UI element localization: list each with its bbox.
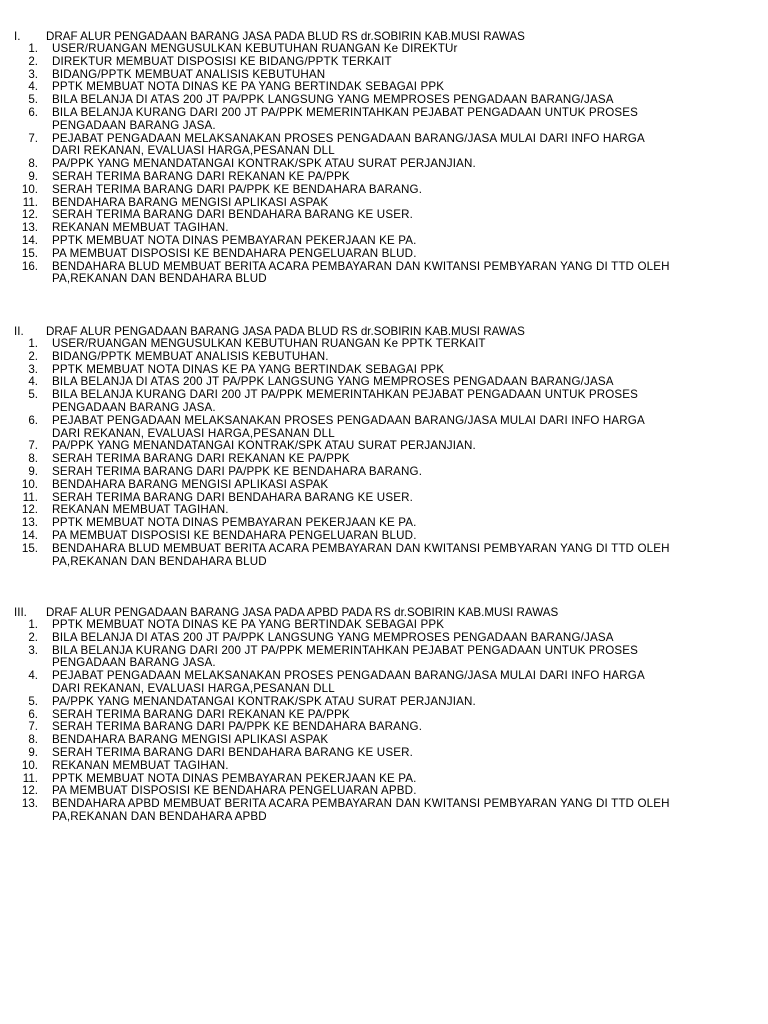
list-item — [14, 619, 754, 632]
step-number: 7. — [28, 131, 38, 145]
list-item — [14, 261, 754, 287]
step-text: BENDAHARA APBD MEMBUAT BERITA ACARA PEMBAYARAN DAN KWITANSI PEMBYARAN YANG DI TTD OLEH PA,REKANAN DAN BENDAHARA APBD — [52, 797, 670, 823]
step-text: REKANAN MEMBUAT TAGIHAN. — [52, 758, 229, 772]
step-number: 8. — [28, 157, 38, 171]
step-number: 5. — [28, 388, 38, 402]
step-text: PEJABAT PENGADAAN MELAKSANAKAN PROSES PENGADAAN BARANG/JASA MULAI DARI INFO HARGA DARI REKANAN, EVALUASI HARGA,PESANAN DLL — [52, 131, 645, 158]
list-item — [14, 530, 754, 543]
step-number: 16. — [21, 259, 38, 273]
list-item — [14, 56, 754, 69]
step-number: 3. — [28, 643, 38, 657]
step-number: 14. — [21, 233, 38, 247]
step-number: 7. — [28, 439, 38, 453]
step-number: 5. — [28, 93, 38, 107]
list-item — [14, 479, 754, 492]
list-item — [14, 696, 754, 709]
step-text: PPTK MEMBUAT NOTA DINAS PEMBAYARAN PEKERJAAN KE PA. — [52, 516, 417, 530]
list-item — [14, 43, 754, 56]
step-number: 4. — [28, 80, 38, 94]
step-number: 11. — [22, 195, 38, 209]
step-text: SERAH TERIMA BARANG DARI REKANAN KE PA/PPK — [52, 707, 350, 721]
step-text: PPTK MEMBUAT NOTA DINAS PEMBAYARAN PEKERJAAN KE PA. — [52, 771, 417, 785]
list-item — [14, 670, 754, 696]
step-text: BIDANG/PPTK MEMBUAT ANALISIS KEBUTUHAN. — [52, 349, 329, 363]
step-text: BILA BELANJA DI ATAS 200 JT PA/PPK LANGSUNG YANG MEMPROSES PENGADAAN BARANG/JASA — [52, 630, 614, 644]
step-text: BENDAHARA BLUD MEMBUAT BERITA ACARA PEMBAYARAN DAN KWITANSI PEMBYARAN YANG DI TTD OLEH PA,REKANAN DAN BENDAHARA BLUD — [52, 541, 670, 568]
step-number: 1. — [28, 618, 38, 631]
step-number: 12. — [21, 208, 38, 222]
list-item — [14, 248, 754, 261]
step-number: 2. — [28, 349, 38, 363]
step-text: PA/PPK YANG MENANDATANGAI KONTRAK/SPK ATAU SURAT PERJANJIAN. — [52, 157, 476, 171]
step-text: PA MEMBUAT DISPOSISI KE BENDAHARA PENGELUARAN BLUD. — [52, 528, 417, 542]
step-number: 13. — [21, 797, 38, 811]
step-text: SERAH TERIMA BARANG DARI REKANAN KE PA/PPK — [52, 452, 350, 466]
step-number: 1. — [28, 42, 38, 55]
procedure-section-1 — [14, 30, 754, 286]
step-text: PPTK MEMBUAT NOTA DINAS KE PA YANG BERTINDAK SEBAGAI PPK — [52, 80, 445, 94]
step-text: SERAH TERIMA BARANG DARI BENDAHARA BARANG KE USER. — [52, 745, 413, 759]
list-item — [14, 798, 754, 824]
step-number: 9. — [28, 745, 38, 759]
procedure-section-3 — [14, 606, 754, 824]
step-number: 7. — [28, 720, 38, 734]
section-numeral: I. — [14, 30, 21, 43]
step-number: 4. — [28, 669, 38, 683]
step-text: BENDAHARA BARANG MENGISI APLIKASI ASPAK — [52, 195, 329, 209]
step-number: 3. — [28, 67, 38, 81]
step-text: USER/RUANGAN MENGUSULKAN KEBUTUHAN RUANGAN Ke DIREKTUr — [52, 42, 458, 55]
step-text: SERAH TERIMA BARANG DARI REKANAN KE PA/PPK — [52, 169, 350, 183]
step-number: 12. — [21, 784, 38, 798]
step-text: BILA BELANJA DI ATAS 200 JT PA/PPK LANGSUNG YANG MEMPROSES PENGADAAN BARANG/JASA — [52, 375, 614, 389]
procedure-step-list — [14, 43, 754, 286]
step-text: PEJABAT PENGADAAN MELAKSANAKAN PROSES PENGADAAN BARANG/JASA MULAI DARI INFO HARGA DARI REKANAN, EVALUASI HARGA,PESANAN DLL — [52, 669, 645, 695]
step-number: 15. — [21, 246, 38, 260]
list-item — [14, 747, 754, 760]
list-item — [14, 632, 754, 645]
step-number: 6. — [28, 105, 38, 119]
list-item — [14, 351, 754, 364]
step-number: 13. — [21, 516, 38, 530]
step-text: BIDANG/PPTK MEMBUAT ANALISIS KEBUTUHAN — [52, 67, 326, 81]
step-number: 4. — [28, 375, 38, 389]
step-text: PA MEMBUAT DISPOSISI KE BENDAHARA PENGELUARAN BLUD. — [52, 246, 417, 260]
procedure-step-list — [14, 619, 754, 824]
step-number: 10. — [21, 182, 38, 196]
step-text: BENDAHARA BARANG MENGISI APLIKASI ASPAK — [52, 477, 329, 491]
step-number: 15. — [21, 541, 38, 555]
list-item — [14, 760, 754, 773]
step-number: 11. — [22, 490, 38, 504]
step-number: 10. — [21, 758, 38, 772]
list-item — [14, 133, 754, 159]
list-item — [14, 543, 754, 569]
step-number: 6. — [28, 707, 38, 721]
step-text: BILA BELANJA KURANG DARI 200 JT PA/PPK MEMERINTAHKAN PEJABAT PENGADAAN UNTUK PROSES PENGADAAN BARANG JASA. — [52, 643, 639, 670]
step-text: SERAH TERIMA BARANG DARI BENDAHARA BARANG KE USER. — [52, 208, 413, 222]
section-title: DRAF ALUR PENGADAAN BARANG JASA PADA APBD PADA RS dr.SOBIRIN KAB.MUSI RAWAS — [46, 606, 559, 619]
section-numeral: II. — [14, 325, 24, 338]
step-text: PA/PPK YANG MENANDATANGAI KONTRAK/SPK ATAU SURAT PERJANJIAN. — [52, 694, 476, 708]
step-number: 9. — [28, 169, 38, 183]
procedure-section-2 — [14, 325, 754, 568]
step-text: PEJABAT PENGADAAN MELAKSANAKAN PROSES PENGADAAN BARANG/JASA MULAI DARI INFO HARGA DARI REKANAN, EVALUASI HARGA,PESANAN DLL — [52, 413, 645, 440]
step-text: REKANAN MEMBUAT TAGIHAN. — [52, 221, 229, 235]
list-item — [14, 184, 754, 197]
step-text: SERAH TERIMA BARANG DARI PA/PPK KE BENDAHARA BARANG. — [52, 182, 423, 196]
step-text: PPTK MEMBUAT NOTA DINAS PEMBAYARAN PEKERJAAN KE PA. — [52, 233, 417, 247]
step-text: BILA BELANJA KURANG DARI 200 JT PA/PPK MEMERINTAHKAN PEJABAT PENGADAAN UNTUK PROSES PENGADAAN BARANG JASA. — [52, 388, 639, 414]
step-text: SERAH TERIMA BARANG DARI PA/PPK KE BENDAHARA BARANG. — [52, 720, 423, 734]
step-number: 2. — [28, 54, 38, 68]
list-item — [14, 645, 754, 671]
step-number: 2. — [28, 630, 38, 644]
step-text: PPTK MEMBUAT NOTA DINAS KE PA YANG BERTINDAK SEBAGAI PPK — [52, 362, 445, 376]
step-text: PPTK MEMBUAT NOTA DINAS KE PA YANG BERTINDAK SEBAGAI PPK — [52, 618, 445, 631]
step-text: DIREKTUR MEMBUAT DISPOSISI KE BIDANG/PPTK TERKAIT — [52, 54, 392, 68]
step-number: 12. — [21, 503, 38, 517]
step-text: PA MEMBUAT DISPOSISI KE BENDAHARA PENGELUARAN APBD. — [52, 784, 417, 798]
step-text: USER/RUANGAN MENGUSULKAN KEBUTUHAN RUANGAN Ke PPTK TERKAIT — [52, 337, 486, 350]
section-title: DRAF ALUR PENGADAAN BARANG JASA PADA BLUD RS dr.SOBIRIN KAB.MUSI RAWAS — [46, 30, 525, 43]
step-text: BILA BELANJA DI ATAS 200 JT PA/PPK LANGSUNG YANG MEMPROSES PENGADAAN BARANG/JASA — [52, 93, 614, 107]
step-number: 6. — [28, 413, 38, 427]
step-text: REKANAN MEMBUAT TAGIHAN. — [52, 503, 229, 517]
list-item — [14, 338, 754, 351]
step-text: BENDAHARA BLUD MEMBUAT BERITA ACARA PEMBAYARAN DAN KWITANSI PEMBYARAN YANG DI TTD OLEH PA,REKANAN DAN BENDAHARA BLUD — [52, 259, 670, 286]
step-number: 10. — [21, 477, 38, 491]
step-number: 1. — [28, 337, 38, 350]
step-text: SERAH TERIMA BARANG DARI PA/PPK KE BENDAHARA BARANG. — [52, 464, 423, 478]
list-item — [14, 235, 754, 248]
list-item — [14, 171, 754, 184]
step-number: 8. — [28, 452, 38, 466]
step-number: 11. — [22, 771, 38, 785]
section-title: DRAF ALUR PENGADAAN BARANG JASA PADA BLUD RS dr.SOBIRIN KAB.MUSI RAWAS — [46, 325, 525, 338]
step-number: 3. — [28, 362, 38, 376]
step-text: SERAH TERIMA BARANG DARI BENDAHARA BARANG KE USER. — [52, 490, 413, 504]
step-number: 14. — [21, 528, 38, 542]
step-number: 5. — [28, 694, 38, 708]
list-item — [14, 389, 754, 415]
list-item — [14, 466, 754, 479]
step-number: 8. — [28, 733, 38, 747]
list-item — [14, 107, 754, 133]
step-text: PA/PPK YANG MENANDATANGAI KONTRAK/SPK ATAU SURAT PERJANJIAN. — [52, 439, 476, 453]
list-item — [14, 415, 754, 441]
section-numeral: III. — [14, 606, 27, 619]
step-text: BENDAHARA BARANG MENGISI APLIKASI ASPAK — [52, 733, 329, 747]
step-text: BILA BELANJA KURANG DARI 200 JT PA/PPK MEMERINTAHKAN PEJABAT PENGADAAN UNTUK PROSES PENGADAAN BARANG JASA. — [52, 105, 639, 132]
procedure-step-list — [14, 338, 754, 568]
step-number: 9. — [28, 464, 38, 478]
step-number: 13. — [21, 221, 38, 235]
